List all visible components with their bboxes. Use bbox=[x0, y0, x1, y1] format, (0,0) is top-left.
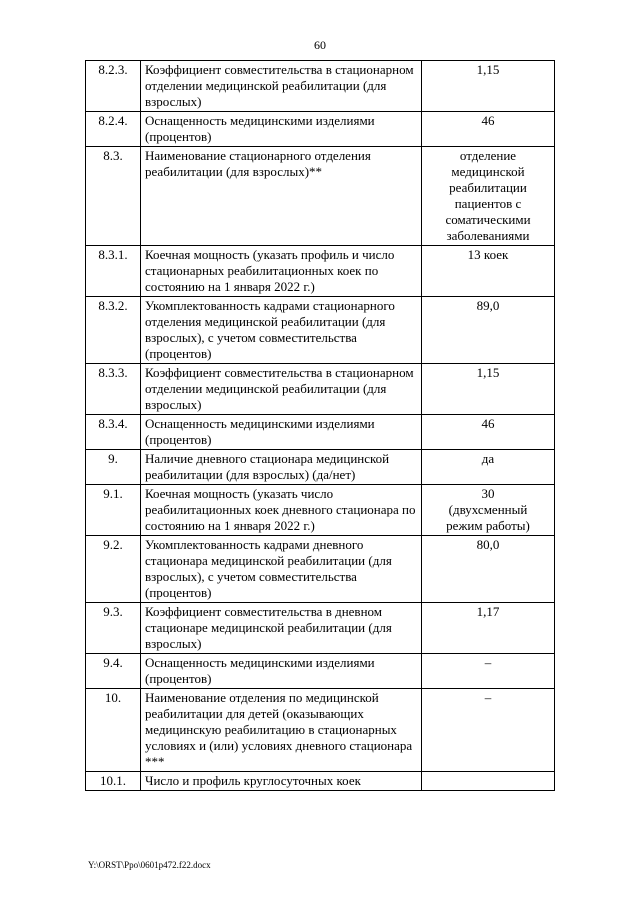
file-path-footer: Y:\ORST\Ppo\0601p472.f22.docx bbox=[88, 860, 211, 870]
table-row bbox=[86, 772, 555, 791]
indicators-table bbox=[85, 60, 555, 791]
row-description: Наименование отделения по медицинской реабилитации для детей (оказывающих медицинскую реабилитацию в стационарных условиях и (или) условиях дневного стационара *** bbox=[141, 689, 422, 772]
row-value: 46 bbox=[422, 415, 555, 450]
row-description: Коэффициент совместительства в стационарном отделении медицинской реабилитации (для взрослых) bbox=[141, 61, 422, 112]
row-number: 8.3.2. bbox=[86, 297, 141, 364]
row-number: 8.3.4. bbox=[86, 415, 141, 450]
row-number: 8.3. bbox=[86, 147, 141, 246]
row-value: 13 коек bbox=[422, 246, 555, 297]
table-body bbox=[86, 61, 555, 791]
row-value: 89,0 bbox=[422, 297, 555, 364]
row-value bbox=[422, 772, 555, 791]
row-description: Коечная мощность (указать число реабилитационных коек дневного стационара по состоянию на 1 января 2022 г.) bbox=[141, 485, 422, 536]
table-row bbox=[86, 364, 555, 415]
row-description: Оснащенность медицинскими изделиями (процентов) bbox=[141, 415, 422, 450]
row-value: отделение медицинской реабилитации пациентов с соматическими заболеваниями bbox=[422, 147, 555, 246]
row-number: 10.1. bbox=[86, 772, 141, 791]
row-description: Оснащенность медицинскими изделиями (процентов) bbox=[141, 654, 422, 689]
table-row bbox=[86, 147, 555, 246]
row-description: Оснащенность медицинскими изделиями (процентов) bbox=[141, 112, 422, 147]
page-number: 60 bbox=[314, 38, 326, 52]
table-row bbox=[86, 112, 555, 147]
row-number: 9. bbox=[86, 450, 141, 485]
row-number: 8.2.4. bbox=[86, 112, 141, 147]
table-row bbox=[86, 61, 555, 112]
row-number: 10. bbox=[86, 689, 141, 772]
row-number: 8.3.1. bbox=[86, 246, 141, 297]
row-description: Наименование стационарного отделения реабилитации (для взрослых)** bbox=[141, 147, 422, 246]
table-row bbox=[86, 450, 555, 485]
row-description: Коечная мощность (указать профиль и число стационарных реабилитационных коек по состоянию на 1 января 2022 г.) bbox=[141, 246, 422, 297]
table-row bbox=[86, 485, 555, 536]
row-description: Наличие дневного стационара медицинской реабилитации (для взрослых) (да/нет) bbox=[141, 450, 422, 485]
row-number: 9.2. bbox=[86, 536, 141, 603]
row-value: 1,15 bbox=[422, 364, 555, 415]
table-row bbox=[86, 536, 555, 603]
row-description: Укомплектованность кадрами дневного стационара медицинской реабилитации (для взрослых), с учетом совместительства (процентов) bbox=[141, 536, 422, 603]
row-value: 30 (двухсменный режим работы) bbox=[422, 485, 555, 536]
row-description: Коэффициент совместительства в дневном стационаре медицинской реабилитации (для взрослых) bbox=[141, 603, 422, 654]
table-row bbox=[86, 297, 555, 364]
table-row bbox=[86, 689, 555, 772]
table-row bbox=[86, 246, 555, 297]
row-number: 9.1. bbox=[86, 485, 141, 536]
row-description: Укомплектованность кадрами стационарного отделения медицинской реабилитации (для взрослых), с учетом совместительства (процентов) bbox=[141, 297, 422, 364]
row-value: 1,15 bbox=[422, 61, 555, 112]
table-row bbox=[86, 415, 555, 450]
table-row bbox=[86, 654, 555, 689]
row-value: 46 bbox=[422, 112, 555, 147]
row-description: Коэффициент совместительства в стационарном отделении медицинской реабилитации (для взрослых) bbox=[141, 364, 422, 415]
row-number: 8.2.3. bbox=[86, 61, 141, 112]
row-value: 80,0 bbox=[422, 536, 555, 603]
row-value: 1,17 bbox=[422, 603, 555, 654]
row-number: 9.3. bbox=[86, 603, 141, 654]
row-value: – bbox=[422, 654, 555, 689]
row-value: – bbox=[422, 689, 555, 772]
table-row bbox=[86, 603, 555, 654]
row-number: 8.3.3. bbox=[86, 364, 141, 415]
row-number: 9.4. bbox=[86, 654, 141, 689]
row-value: да bbox=[422, 450, 555, 485]
row-description: Число и профиль круглосуточных коек bbox=[141, 772, 422, 791]
